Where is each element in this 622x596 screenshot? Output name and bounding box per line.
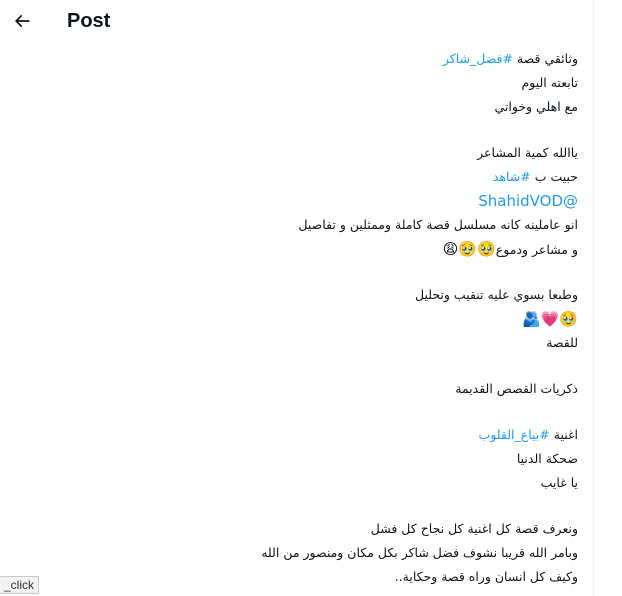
emoji-group: 🥹🥹😩 (442, 240, 496, 258)
page-title: Post (67, 10, 111, 32)
post-line: و مشاعر ودموع🥹🥹😩 (442, 240, 578, 258)
hashtag-link[interactable]: #بياع_القلوب (478, 427, 550, 442)
post-line: اغنية #بياع_القلوب (478, 427, 578, 442)
blank-line (108, 355, 578, 377)
post-header (0, 0, 593, 46)
post-line: تابعته اليوم (521, 75, 578, 90)
back-button[interactable] (8, 7, 36, 35)
blank-line (108, 401, 578, 423)
post-line: ذكريات القصص القديمة (455, 381, 578, 396)
arrow-left-icon (12, 11, 32, 31)
post-line: وكيف كل انسان وراه قصة وحكاية.. (394, 569, 578, 584)
column-divider (593, 0, 594, 596)
post-line (108, 307, 578, 331)
blank-line (108, 261, 578, 283)
post-line: يا غايب (540, 475, 578, 490)
blank-line (108, 495, 578, 517)
post-line (108, 189, 578, 213)
post-line: ياالله كمية المشاعر (477, 145, 578, 160)
post-line: وبامر الله قريبا نشوف فضل شاكر بكل مكان ومنصور من الله (261, 545, 578, 560)
emoji-group: 🥹💗🫂 (521, 310, 578, 328)
post-line: انو عاملينه كانه مسلسل قصة كاملة وممثلين و تفاصيل (298, 217, 578, 232)
post-line: وثائقي قصة #فضل_شاكر (442, 51, 578, 66)
post-line: وطبعا بسوي عليه تنقيب وتحليل (414, 287, 578, 302)
mention-link[interactable]: @ShahidVOD (478, 192, 578, 210)
status-bar-tooltip: _click (0, 576, 39, 594)
hashtag-link[interactable]: #فضل_شاكر (442, 51, 513, 66)
post-line: ضحكة الدنيا (516, 451, 578, 466)
post-line: حبيت ب #شاهد (492, 169, 578, 184)
hashtag-link[interactable]: #شاهد (492, 169, 531, 184)
post-text (108, 47, 578, 589)
post-line: للقصة (546, 335, 578, 350)
post-line: مع اهلي وخواتي (494, 99, 578, 114)
post-line: ونعرف قصة كل اغنية كل نجاح كل فشل (370, 521, 578, 536)
blank-line (108, 119, 578, 141)
